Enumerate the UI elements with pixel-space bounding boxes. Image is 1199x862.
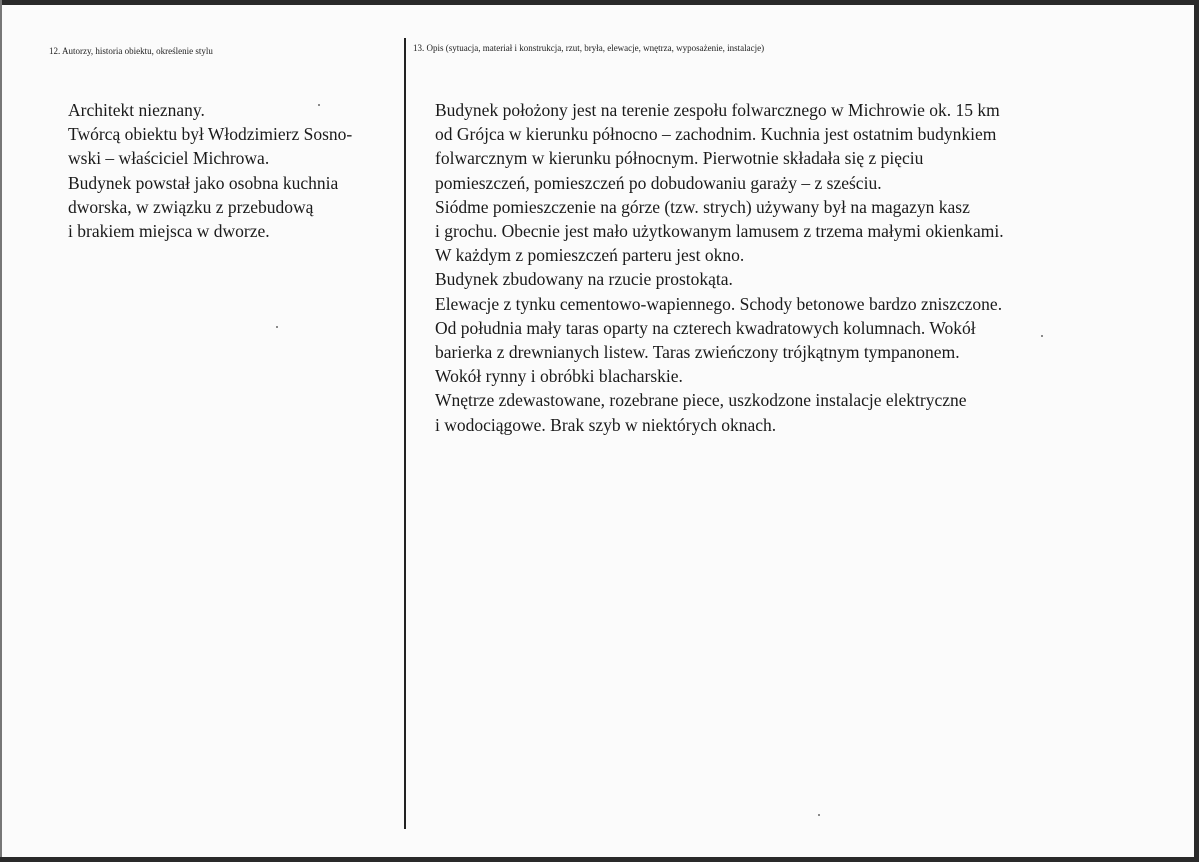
section-13-text bbox=[435, 98, 1185, 437]
section-12-line: wski – właściciel Michrowa. bbox=[68, 148, 270, 169]
scan-speck bbox=[276, 326, 278, 328]
section-13-label: 13. Opis (sytuacja, materiał i konstrukcja, rzut, bryła, elewacje, wnętrza, wyposażenie, instalacje) bbox=[413, 43, 765, 53]
section-12-line: Architekt nieznany. bbox=[68, 100, 205, 120]
column-divider bbox=[404, 38, 406, 829]
section-13-line: folwarcznym w kierunku północnym. Pierwotnie składała się z pięciu bbox=[435, 148, 924, 169]
section-13-line: pomieszczeń, pomieszczeń po dobudowaniu garaży – z sześciu. bbox=[435, 172, 882, 193]
section-13-line: Wokół rynny i obróbki blacharskie. bbox=[435, 366, 683, 387]
section-13-line: Wnętrze zdewastowane, rozebrane piece, uszkodzone instalacje elektryczne bbox=[435, 390, 967, 411]
section-12-line: Budynek powstał jako osobna kuchnia bbox=[68, 172, 339, 193]
scan-speck bbox=[1041, 335, 1043, 337]
section-13-line: W każdym z pomieszczeń parteru jest okno. bbox=[435, 245, 745, 266]
section-12-line: dworska, w związku z przebudową bbox=[68, 196, 314, 217]
scan-border-right bbox=[1194, 0, 1199, 862]
scan-border-bottom bbox=[0, 857, 1199, 862]
scan-border-left bbox=[0, 0, 2, 862]
section-13-line: Od południa mały taras oparty na czterech kwadratowych kolumnach. Wokół bbox=[435, 317, 976, 338]
section-13-line: Budynek położony jest na terenie zespołu folwarcznego w Michrowie ok. 15 km bbox=[435, 100, 1000, 120]
scan-border-top bbox=[0, 0, 1199, 5]
section-13-line: Elewacje z tynku cementowo-wapiennego. Schody betonowe bardzo zniszczone. bbox=[435, 293, 1003, 314]
section-13-line: Budynek zbudowany na rzucie prostokąta. bbox=[435, 269, 733, 290]
scan-speck bbox=[818, 814, 820, 816]
section-13-line: i grochu. Obecnie jest mało użytkowanym lamusem z trzema małymi okienkami. bbox=[435, 221, 1004, 242]
scan-speck bbox=[318, 104, 320, 106]
section-13-line: od Grójca w kierunku północno – zachodnim. Kuchnia jest ostatnim budynkiem bbox=[435, 124, 997, 145]
section-13-line: Siódme pomieszczenie na górze (tzw. strych) używany był na magazyn kasz bbox=[435, 196, 970, 217]
section-12-line: i brakiem miejsca w dworze. bbox=[68, 221, 270, 242]
section-12-text bbox=[68, 98, 398, 243]
section-13-line: barierka z drewnianych listew. Taras zwieńczony trójkątnym tympanonem. bbox=[435, 342, 960, 363]
section-12-line: Twórcą obiektu był Włodzimierz Sosno- bbox=[68, 124, 353, 145]
section-13-line: i wodociągowe. Brak szyb w niektórych oknach. bbox=[435, 414, 777, 435]
section-12-label: 12. Autorzy, historia obiektu, określenie stylu bbox=[49, 46, 213, 56]
